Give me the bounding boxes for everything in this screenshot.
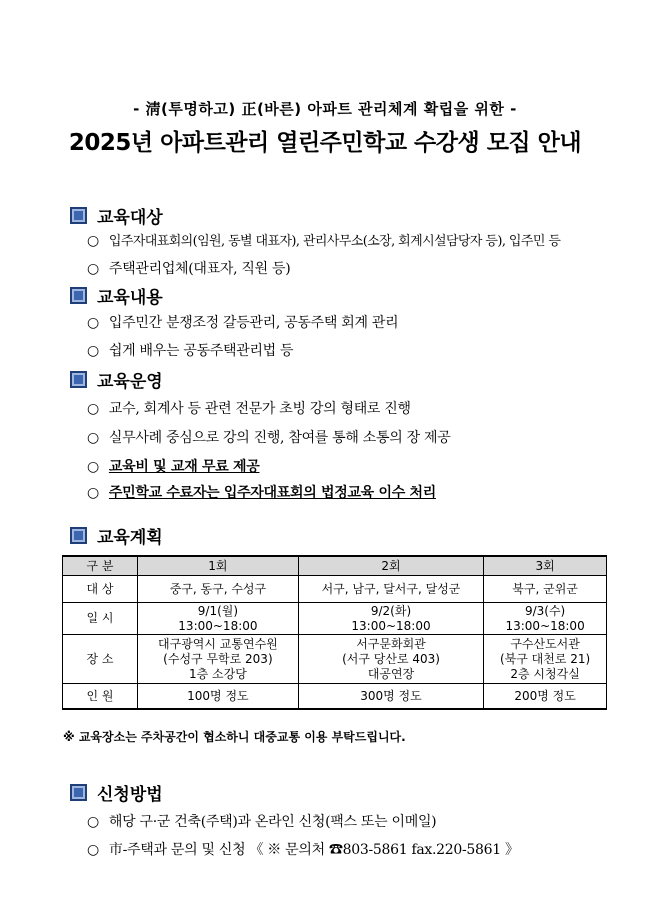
table-cell [298, 603, 483, 635]
section-square-icon [70, 287, 87, 304]
cell-line: 대구광역시 교통연수원 [158, 636, 278, 651]
section-content [70, 283, 163, 307]
cell-line: 9/3(수) [524, 603, 566, 618]
section-plan [70, 523, 163, 547]
circle-bullet-icon: ○ [87, 485, 99, 501]
table-header-row [63, 556, 607, 576]
list-item: ○ 해당 구·군 건축(주택)과 온라인 신청(팩스 또는 이메일) [87, 814, 437, 830]
section-apply [70, 780, 163, 804]
cell-line: 13:00~18:00 [505, 618, 585, 633]
section-square-icon [70, 371, 87, 388]
table-cell [138, 603, 299, 635]
section-label: 교육내용 [97, 287, 163, 308]
cell-line: 2층 시청각실 [510, 666, 580, 681]
list-item: ○ 입주민간 분쟁조정 갈등관리, 공동주택 회계 관리 [87, 315, 399, 331]
table-cell: 서구, 남구, 달서구, 달성군 [298, 576, 483, 603]
circle-bullet-icon: ○ [87, 814, 99, 830]
parking-note: ※ 교육장소는 주차공간이 협소하니 대중교통 이용 부탁드립니다. [63, 730, 406, 744]
section-target [70, 203, 163, 227]
cell-line: (수성구 무학로 203) [163, 651, 273, 666]
cell-line: 9/1(월) [197, 603, 239, 618]
list-item: ○ 입주자대표회의(임원, 동별 대표자), 관리사무소(소장, 회계시설담당자 등), 입주민 등 [87, 233, 561, 249]
section-square-icon [70, 527, 87, 544]
page-title: 2025년 아파트관리 열린주민학교 수강생 모집 안내 [68, 130, 582, 156]
cell-line: 13:00~18:00 [178, 618, 258, 633]
cell-line: (북구 대천로 21) [499, 651, 591, 666]
circle-bullet-icon: ○ [87, 261, 99, 277]
circle-bullet-icon: ○ [87, 315, 99, 331]
row-label: 인 원 [63, 684, 138, 710]
page-subtitle: - 淸(투명하고) 正(바른) 아파트 관리체계 확립을 위한 - [133, 100, 517, 118]
cell-line: 13:00~18:00 [351, 618, 431, 633]
circle-bullet-icon: ○ [87, 430, 99, 446]
table-cell: 300명 정도 [298, 684, 483, 710]
cell-line: 9/2(화) [370, 603, 412, 618]
table-cell: 중구, 동구, 수성구 [138, 576, 299, 603]
list-item: ○ 쉽게 배우는 공동주택관리법 등 [87, 343, 294, 359]
list-item: ○ 市-주택과 문의 및 신청 《 ※ 문의처 ☎803-5861 fax.220-5861 》 [87, 842, 519, 858]
section-square-icon [70, 784, 87, 801]
row-label: 일 시 [63, 603, 138, 635]
table-cell: 100명 정도 [138, 684, 299, 710]
circle-bullet-icon: ○ [87, 459, 99, 475]
list-item: ○ 실무사례 중심으로 강의 진행, 참여를 통해 소통의 장 제공 [87, 430, 451, 446]
list-item-emphasis: ○ 교육비 및 교재 무료 제공 [87, 459, 260, 475]
cell-line: 1층 소강당 [188, 666, 247, 681]
section-label: 교육대상 [97, 207, 163, 228]
circle-bullet-icon: ○ [87, 233, 99, 249]
table-cell [138, 635, 299, 684]
list-item-emphasis: ○ 주민학교 수료자는 입주자대표회의 법정교육 이수 처리 [87, 485, 436, 501]
section-label: 교육계획 [97, 527, 163, 548]
table-row [63, 684, 607, 710]
education-plan-table [62, 555, 607, 710]
section-square-icon [70, 207, 87, 224]
section-label: 신청방법 [97, 784, 163, 805]
table-cell [484, 635, 607, 684]
row-label: 장 소 [63, 635, 138, 684]
circle-bullet-icon: ○ [87, 343, 99, 359]
section-operation [70, 367, 163, 391]
table-row [63, 603, 607, 635]
circle-bullet-icon: ○ [87, 401, 99, 417]
table-cell: 북구, 군위군 [484, 576, 607, 603]
cell-line: 서구문화회관 [356, 636, 426, 651]
row-label: 대 상 [63, 576, 138, 603]
table-header-cell: 구 분 [63, 556, 138, 576]
cell-line: 대공연장 [367, 666, 415, 681]
table-cell [298, 635, 483, 684]
circle-bullet-icon: ○ [87, 842, 99, 858]
table-header-cell: 3회 [484, 556, 607, 576]
table-row [63, 635, 607, 684]
table-header-cell: 2회 [298, 556, 483, 576]
section-label: 교육운영 [97, 371, 163, 392]
table-header-cell: 1회 [138, 556, 299, 576]
cell-line: 구수산도서관 [510, 636, 580, 651]
list-item: ○ 교수, 회계사 등 관련 전문가 초빙 강의 형태로 진행 [87, 401, 411, 417]
table-cell [484, 603, 607, 635]
list-item: ○ 주택관리업체(대표자, 직원 등) [87, 261, 291, 277]
cell-line: (서구 당산로 403) [342, 651, 440, 666]
table-row [63, 576, 607, 603]
table-cell: 200명 정도 [484, 684, 607, 710]
